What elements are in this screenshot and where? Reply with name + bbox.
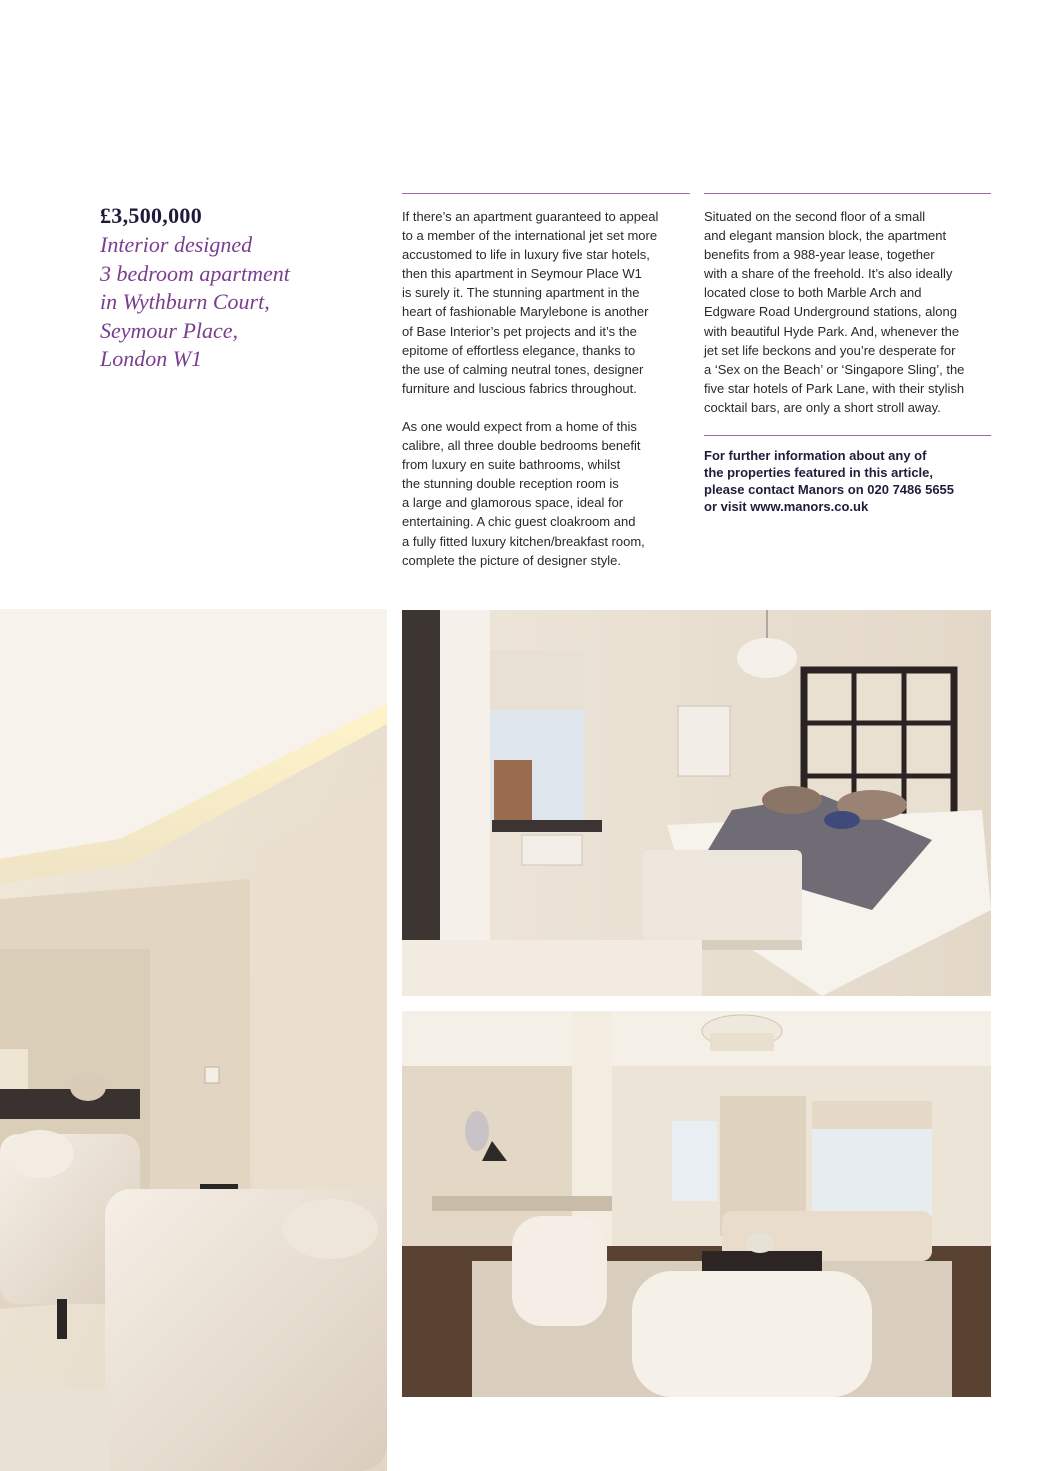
title-line: London W1 (100, 346, 203, 371)
text-line: a fully fitted luxury kitchen/breakfast room, (402, 533, 645, 549)
text-line: Situated on the second floor of a small (704, 209, 926, 224)
text-line: furniture and luscious fabrics throughout. (402, 380, 637, 396)
column2-top-rule (704, 193, 991, 194)
text-line: with beautiful Hyde Park. And, whenever the (704, 323, 960, 339)
contact-line: the properties featured in this article, (704, 465, 933, 480)
text-line: complete the picture of designer style. (402, 552, 621, 568)
text-line: benefits from a 988-year lease, together (704, 247, 935, 263)
text-line: five star hotels of Park Lane, with their stylish (704, 380, 965, 396)
text-line: located close to both Marble Arch and (704, 285, 922, 301)
text-line: cocktail bars, are only a short stroll away. (704, 399, 941, 415)
text-line: with a share of the freehold. It’s also ideally (704, 266, 953, 282)
text-line: the use of calming neutral tones, designer (402, 361, 644, 377)
column1-paragraph-2 (402, 417, 702, 570)
text-line: Edgware Road Underground stations, along (704, 304, 957, 320)
text-line: calibre, all three double bedrooms benefit (402, 438, 641, 454)
article-column-2 (704, 207, 1004, 417)
bedroom-photo (402, 610, 991, 996)
contact-info (704, 447, 954, 515)
listing-title (100, 231, 370, 374)
column2-paragraph-1 (704, 207, 1004, 417)
listing-price: £3,500,000 (100, 203, 202, 228)
text-line: from luxury en suite bathrooms, whilst (402, 457, 621, 473)
contact-line: or visit www.manors.co.uk (704, 499, 869, 514)
article-column-1 (402, 207, 702, 570)
text-line: If there’s an apartment guaranteed to appeal (402, 209, 659, 224)
column1-top-rule (402, 193, 690, 194)
contact-line: For further information about any of (704, 448, 927, 463)
title-line: Interior designed (100, 232, 253, 257)
text-line: a ‘Sex on the Beach’ or ‘Singapore Sling’, the (704, 361, 965, 377)
text-line: accustomed to life in luxury five star hotels, (402, 247, 650, 263)
text-line: to a member of the international jet set more (402, 228, 658, 244)
title-line: in Wythburn Court, (100, 289, 270, 314)
text-line: As one would expect from a home of this (402, 418, 637, 434)
title-line: Seymour Place, (100, 317, 239, 343)
title-line: 3 bedroom apartment (100, 260, 290, 286)
column1-paragraph-1 (402, 207, 702, 398)
text-line: epitome of effortless elegance, thanks to (402, 342, 636, 358)
text-line: then this apartment in Seymour Place W1 (402, 266, 642, 282)
text-line: the stunning double reception room is (402, 476, 619, 492)
text-line: a large and glamorous space, ideal for (402, 495, 624, 511)
text-line: and elegant mansion block, the apartment (704, 228, 947, 244)
text-line: heart of fashionable Marylebone is another (402, 304, 649, 320)
text-line: is surely it. The stunning apartment in the (402, 285, 640, 301)
contact-line: please contact Manors on 020 7486 5655 (704, 482, 955, 497)
text-line: jet set life beckons and you’re desperate for (704, 342, 956, 358)
text-line: entertaining. A chic guest cloakroom and (402, 514, 636, 530)
text-line: of Base Interior’s pet projects and it’s the (402, 323, 637, 339)
living-room-photo (0, 609, 387, 1471)
contact-rule (704, 435, 991, 436)
reception-room-photo (402, 1011, 991, 1397)
